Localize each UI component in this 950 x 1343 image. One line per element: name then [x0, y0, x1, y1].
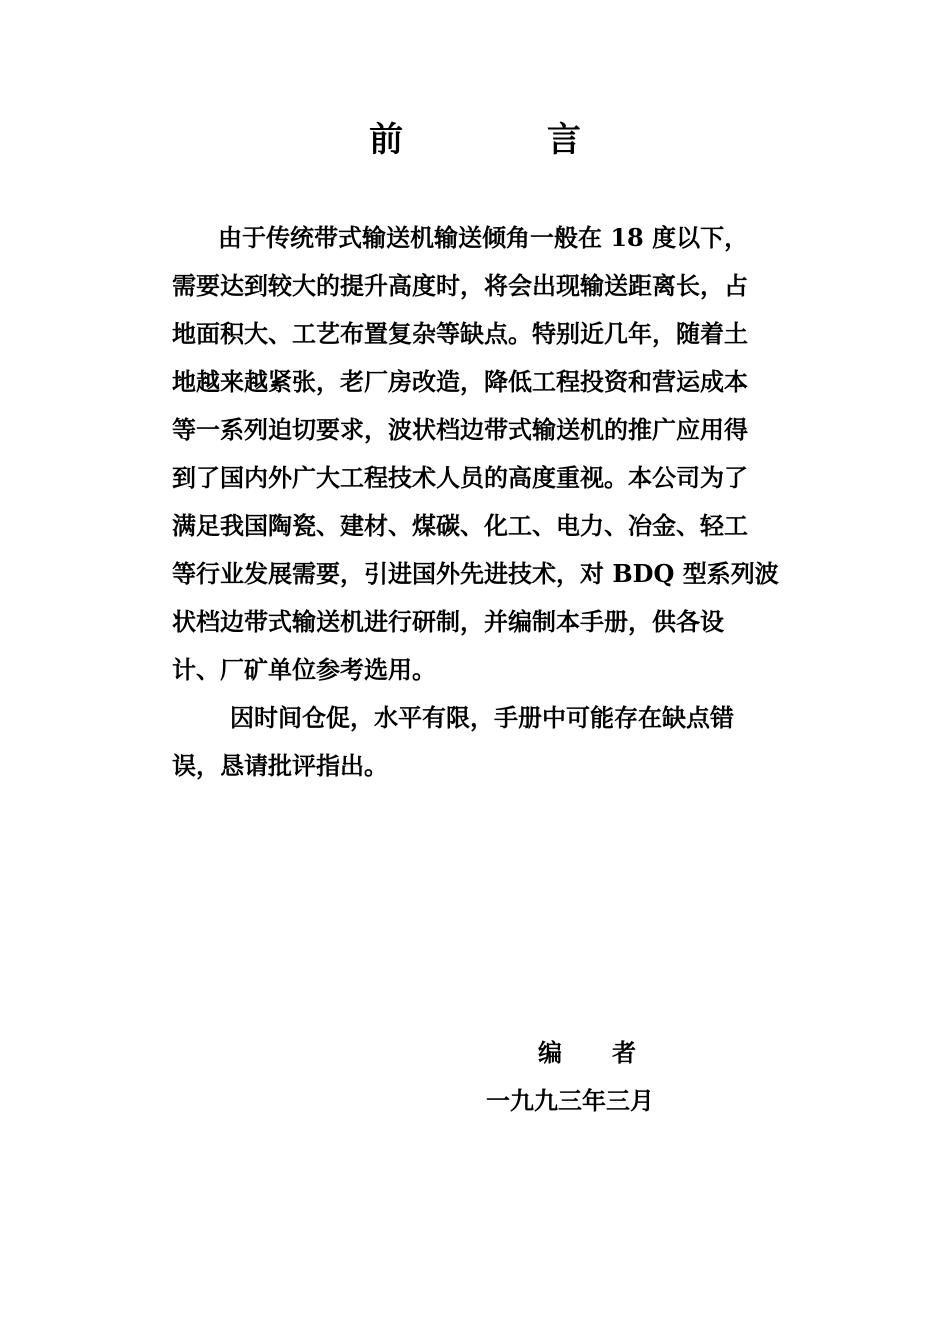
paragraph-line: 到了国内外广大工程技术人员的高度重视。本公司为了 [172, 463, 748, 492]
page-title: 前 言 [369, 120, 647, 160]
paragraph-line: 误，恳请批评指出。 [172, 751, 388, 780]
paragraph-line: 等一系列迫切要求，波状档边带式输送机的推广应用得 [172, 415, 748, 444]
paragraph-line: 地面积大、工艺布置复杂等缺点。特别近几年，随着土 [172, 319, 748, 348]
paragraph-line: 计、厂矿单位参考选用。 [172, 655, 436, 684]
paragraph-line: 满足我国陶瓷、建材、煤碳、化工、电力、冶金、轻工 [172, 511, 748, 540]
paragraph-line: 地越来越紧张，老厂房改造，降低工程投资和营运成本 [172, 367, 748, 396]
paragraph-line: 等行业发展需要，引进国外先进技术，对 BDQ 型系列波 [172, 559, 779, 588]
paragraph-line: 因时间仓促，水平有限，手册中可能存在缺点错 [230, 703, 734, 732]
paragraph-line: 需要达到较大的提升高度时，将会出现输送距离长，占 [172, 271, 748, 300]
paragraph-line: 由于传统带式输送机输送倾角一般在 18 度以下， [218, 223, 749, 252]
signature-date: 一九九三年三月 [486, 1086, 654, 1115]
paragraph-line: 状档边带式输送机进行研制，并编制本手册，供各设 [172, 607, 724, 636]
signature-author: 编者 [538, 1038, 686, 1067]
